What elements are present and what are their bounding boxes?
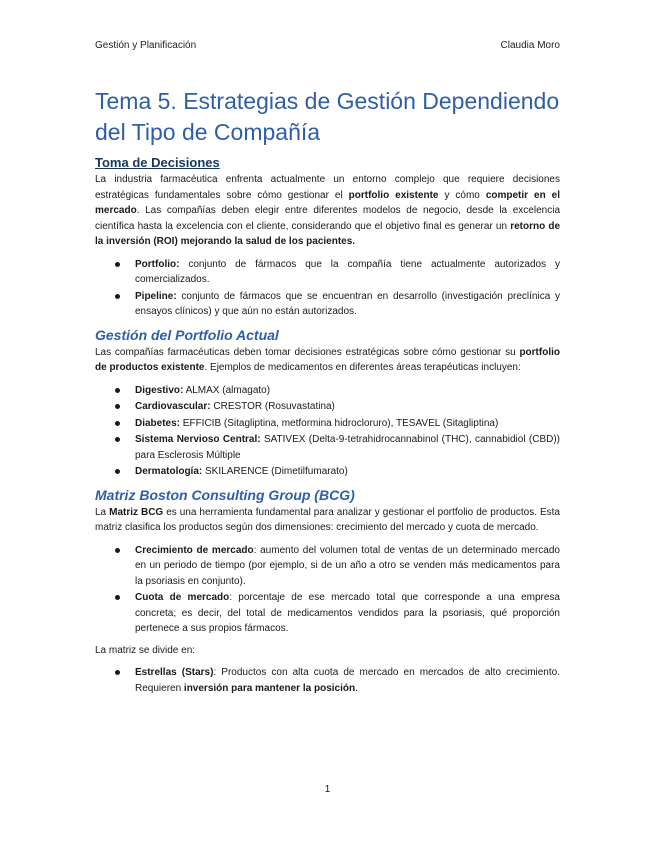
text-run: La matriz se divide en:: [95, 644, 196, 656]
bold-text: Digestivo:: [135, 384, 184, 396]
bold-text: Cuota de mercado: [135, 592, 230, 603]
text-run: : aumento del volumen total de ventas de un determinado mercado en un periodo de tiempo (por ejemplo, si de un año a otro se venden más medicamentos para la psoriasis en conjunto).: [135, 544, 560, 587]
bold-text: Cardiovascular:: [135, 401, 211, 412]
bold-text: competir en el mercado: [95, 189, 560, 216]
bullet-item: [135, 543, 560, 590]
bullet-item: [135, 289, 560, 320]
text-run: La industria farmacéutica enfrenta actualmente un entorno complejo que requiere decisiones estratégicas fundamentales sobre cómo gestionar el: [95, 174, 560, 201]
bold-text: Diabetes:: [135, 417, 181, 429]
text-run: SKILARENCE (Dimetilfumarato): [202, 466, 348, 477]
bullet-item: [135, 416, 560, 432]
bullet-item: [135, 665, 560, 696]
bullet-list: [95, 257, 560, 320]
text-run: y cómo: [438, 189, 486, 201]
bold-text: portfolio de productos existente: [95, 346, 560, 373]
bold-text: Sistema Nervioso Central:: [135, 434, 261, 445]
text-run: CRESTOR (Rosuvastatina): [210, 401, 335, 412]
bold-text: Matriz BCG: [109, 506, 164, 518]
text-run: es una herramienta fundamental para analizar y gestionar el portfolio de productos. Esta matriz clasifica los productos según dos dimensiones: crecimiento del mercado y cuota de mercado.: [95, 506, 560, 533]
bullet-item: [135, 399, 560, 415]
text-run: Las compañías farmacéuticas deben tomar decisiones estratégicas sobre cómo gestionar su: [95, 346, 520, 358]
document-body: [95, 86, 560, 702]
text-run: : Productos con alta cuota de mercado en mercados de alto crecimiento. Requieren: [135, 667, 560, 694]
section-heading-portfolio-actual: Gestión del Portfolio Actual: [95, 326, 279, 343]
bullet-item: [135, 257, 560, 288]
text-run: EFFICIB (Sitagliptina, metformina hidrocloruro), TESAVEL (Sitagliptina): [180, 417, 499, 429]
bullet-list: [95, 383, 560, 480]
text-run: . Las compañías deben elegir entre diferentes modelos de negocio, desde la excelencia científica hasta la excelencia con el cliente, considerando que el objetivo final es generar un: [95, 205, 560, 232]
page-header: [95, 40, 560, 51]
header-author: Claudia Moro: [500, 40, 560, 51]
text-run: conjunto de fármacos que se encuentran en desarrollo (investigación preclínica y ensayos clínicos) y que aún no están autorizados.: [135, 290, 560, 317]
text-run: La: [95, 506, 110, 518]
bold-text: Pipeline:: [135, 290, 177, 302]
bold-text: portfolio existente: [348, 189, 439, 201]
text-run: . Ejemplos de medicamentos en diferentes áreas terapéuticas incluyen:: [204, 362, 521, 373]
bold-text: Portfolio:: [135, 258, 180, 270]
paragraph: [95, 643, 560, 659]
text-run: : porcentaje de ese mercado total que corresponde a una empresa concreta; es decir, del total de medicamentos vendidos para la psoriasis, qué proporción pertenece a sus propios fármacos.: [135, 592, 560, 634]
page-number: 1: [324, 784, 331, 795]
text-run: .: [355, 682, 358, 694]
paragraph: [95, 345, 560, 376]
bold-text: Estrellas (Stars): [135, 667, 214, 678]
section-heading-matriz-bcg: Matriz Boston Consulting Group (BCG): [95, 486, 355, 503]
bullet-list: [95, 665, 560, 696]
text-run: ALMAX (almagato): [183, 384, 271, 396]
paragraph: [95, 505, 560, 536]
bullet-item: [135, 432, 560, 463]
text-run: SATIVEX (Delta-9-tetrahidrocannabinol (THC), cannabidiol (CBD)) para Esclerosis Múltiple: [135, 434, 560, 461]
paragraph: [95, 172, 560, 250]
bold-text: retorno de la inversión (ROI) mejorando la salud de los pacientes.: [95, 220, 561, 247]
header-course: Gestión y Planificación: [95, 40, 197, 51]
bold-text: Dermatología:: [135, 466, 203, 477]
bold-text: inversión para mantener la posición: [183, 682, 356, 694]
bold-text: Crecimiento de mercado: [135, 544, 254, 556]
bullet-item: [135, 590, 560, 637]
bullet-list: [95, 543, 560, 637]
bullet-item: [135, 383, 560, 399]
section-heading-toma-decisiones: Toma de Decisiones: [95, 155, 220, 170]
text-run: conjunto de fármacos que la compañía tiene actualmente autorizados y comercializados.: [135, 258, 560, 285]
bullet-item: [135, 464, 560, 480]
document-title: Tema 5. Estrategias de Gestión Dependiendo del Tipo de Compañía: [95, 88, 560, 145]
